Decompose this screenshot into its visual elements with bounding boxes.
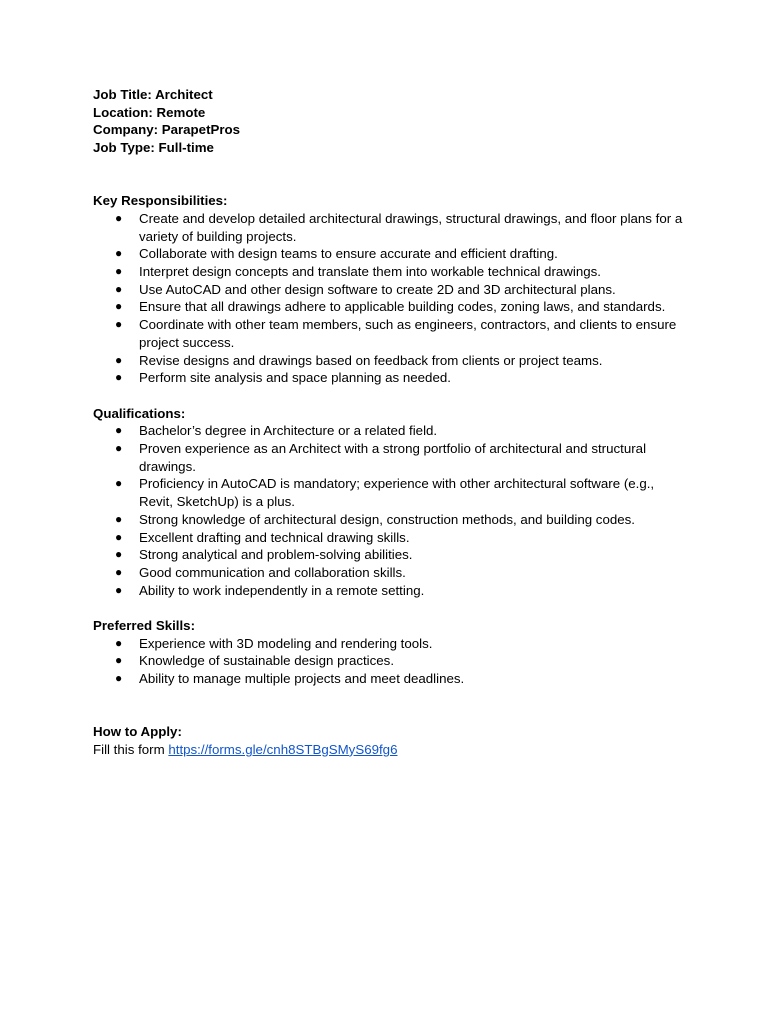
qualifications-section <box>93 405 683 600</box>
list-item <box>93 263 683 281</box>
location-value: Remote <box>156 104 206 120</box>
list-item <box>93 635 683 653</box>
list-item-text: Ability to manage multiple projects and meet deadlines. <box>139 671 465 687</box>
list-item-text: Interpret design concepts and translate them into workable technical drawings. <box>139 264 601 280</box>
qualifications-heading: Qualifications: <box>93 405 186 421</box>
job-type-label: Job Type: <box>93 140 159 156</box>
preferred-skills-heading: Preferred Skills: <box>93 618 195 634</box>
list-item-text: Good communication and collaboration skills. <box>139 564 406 580</box>
responsibilities-heading: Key Responsibilities: <box>93 193 228 209</box>
list-item <box>93 352 683 370</box>
list-item <box>93 511 683 529</box>
bullet-icon: ● <box>115 476 123 491</box>
bullet-icon: ● <box>115 653 123 668</box>
list-item-text: Revise designs and drawings based on feedback from clients or project teams. <box>139 352 603 368</box>
bullet-icon: ● <box>115 299 123 314</box>
apply-text: Fill this form <box>93 741 169 757</box>
bullet-icon: ● <box>115 547 123 562</box>
how-to-apply-heading: How to Apply: <box>93 724 182 740</box>
list-item <box>93 245 683 263</box>
bullet-icon: ● <box>115 246 123 261</box>
list-item <box>93 210 683 245</box>
how-to-apply-section <box>93 723 683 758</box>
company-label: Company: <box>93 122 162 138</box>
list-item-text: Knowledge of sustainable design practices. <box>139 653 395 669</box>
bullet-icon: ● <box>115 671 123 686</box>
list-item <box>93 298 683 316</box>
company-line <box>93 121 683 139</box>
bullet-icon: ● <box>115 264 123 279</box>
responsibilities-section <box>93 192 683 387</box>
list-item <box>93 670 683 688</box>
bullet-icon: ● <box>115 210 123 225</box>
list-item-text: Proven experience as an Architect with a strong portfolio of architectural and structural drawings. <box>139 441 647 474</box>
list-item-text: Collaborate with design teams to ensure accurate and efficient drafting. <box>139 246 558 262</box>
bullet-icon: ● <box>115 564 123 579</box>
list-item-text: Create and develop detailed architectural drawings, structural drawings, and floor plans for a variety of building projects. <box>139 210 683 244</box>
bullet-icon: ● <box>115 529 123 544</box>
job-title-value: Architect <box>155 87 213 102</box>
apply-form-link[interactable]: https://forms.gle/cnh8STBgSMyS69fg6 <box>168 741 398 757</box>
bullet-icon: ● <box>115 635 123 650</box>
bullet-icon: ● <box>115 441 123 456</box>
job-title-label: Job Title: <box>93 87 156 102</box>
list-item-text: Excellent drafting and technical drawing skills. <box>139 529 410 545</box>
list-item-text: Strong analytical and problem-solving abilities. <box>139 547 413 563</box>
list-item-text: Ability to work independently in a remote setting. <box>139 582 425 598</box>
bullet-icon: ● <box>115 582 123 597</box>
location-line <box>93 104 683 122</box>
company-value: ParapetPros <box>161 122 241 138</box>
job-type-value: Full-time <box>158 140 214 156</box>
list-item <box>93 652 683 670</box>
bullet-icon: ● <box>115 281 123 296</box>
bullet-icon: ● <box>115 317 123 332</box>
list-item <box>93 582 683 600</box>
preferred-skills-list <box>93 635 683 688</box>
list-item-text: Experience with 3D modeling and rendering tools. <box>139 635 433 651</box>
job-type-line <box>93 139 683 157</box>
list-item <box>93 422 683 440</box>
list-item <box>93 546 683 564</box>
list-item <box>93 316 683 351</box>
job-posting-document <box>93 86 683 776</box>
bullet-icon: ● <box>115 352 123 367</box>
list-item-text: Perform site analysis and space planning as needed. <box>139 370 451 386</box>
job-meta <box>93 86 683 157</box>
qualifications-list <box>93 422 683 599</box>
list-item <box>93 529 683 547</box>
list-item <box>93 564 683 582</box>
apply-line <box>93 741 683 759</box>
job-title-line <box>93 86 683 104</box>
responsibilities-list <box>93 210 683 387</box>
bullet-icon: ● <box>115 370 123 385</box>
list-item-text: Ensure that all drawings adhere to applicable building codes, zoning laws, and standards. <box>139 299 666 315</box>
list-item <box>93 369 683 387</box>
list-item-text: Strong knowledge of architectural design, construction methods, and building codes. <box>139 511 635 527</box>
bullet-icon: ● <box>115 511 123 526</box>
list-item-text: Proficiency in AutoCAD is mandatory; experience with other architectural software (e.g., Revit, SketchUp) is a plus. <box>139 476 655 510</box>
list-item-text: Coordinate with other team members, such as engineers, contractors, and clients to ensure project success. <box>139 317 677 350</box>
list-item <box>93 440 683 475</box>
preferred-skills-section <box>93 617 683 688</box>
list-item-text: Bachelor’s degree in Architecture or a related field. <box>139 423 438 439</box>
list-item <box>93 475 683 510</box>
location-label: Location: <box>93 104 157 120</box>
bullet-icon: ● <box>115 423 123 438</box>
list-item-text: Use AutoCAD and other design software to create 2D and 3D architectural plans. <box>139 281 616 297</box>
list-item <box>93 281 683 299</box>
